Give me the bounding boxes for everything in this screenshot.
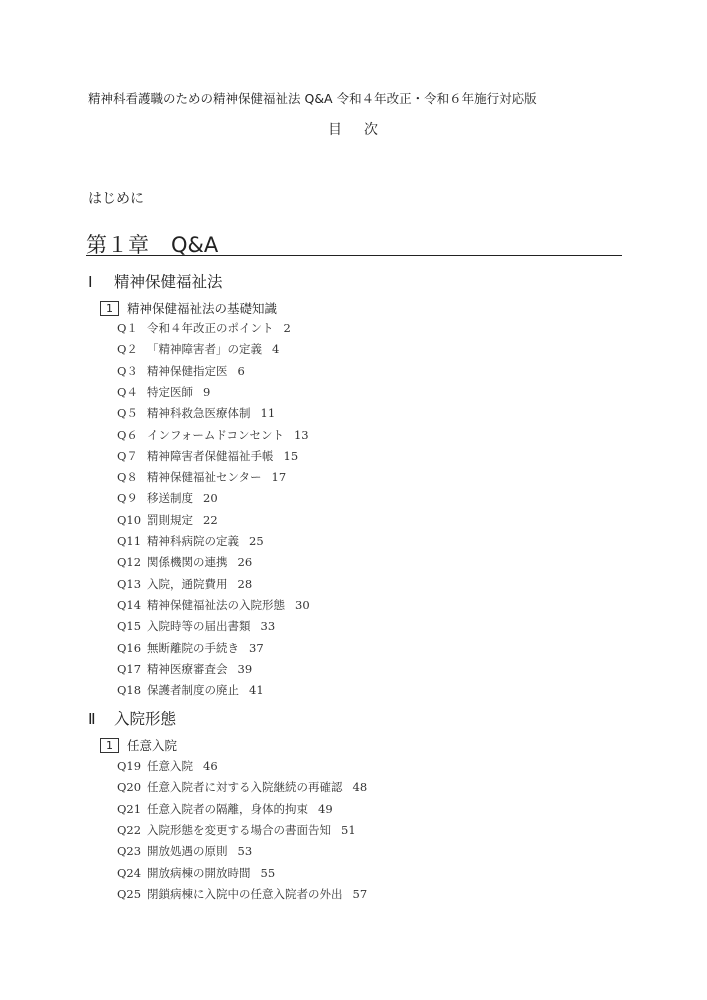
section-title: 精神保健福祉法 — [114, 273, 223, 291]
page-number: 22 — [203, 512, 218, 527]
entry-title: 開放処遇の原則 — [147, 844, 228, 859]
question-number: Q20 — [117, 780, 142, 795]
question-number: Q18 — [117, 683, 142, 698]
toc-entry[interactable] — [117, 597, 310, 613]
toc-entry[interactable] — [117, 801, 333, 817]
question-number: Q14 — [117, 597, 142, 612]
subsection-heading — [100, 299, 277, 317]
toc-entry[interactable] — [117, 363, 245, 379]
toc-entry[interactable] — [117, 341, 279, 357]
page-number: 26 — [237, 555, 253, 570]
entry-title: 精神医療審査会 — [147, 661, 228, 676]
toc-entry[interactable] — [117, 469, 286, 485]
entry-title: 特定医師 — [147, 384, 193, 399]
question-number: Q10 — [117, 512, 142, 527]
toc-entry[interactable] — [117, 384, 210, 400]
page-number: 28 — [237, 576, 253, 591]
page-number: 46 — [203, 759, 218, 773]
page-number: 13 — [293, 427, 309, 442]
entry-title: 関係機関の連携 — [147, 555, 228, 570]
question-number: Q16 — [117, 640, 142, 655]
page-number: 30 — [295, 597, 310, 612]
toc-entry[interactable] — [117, 682, 264, 698]
subsection-title: 任意入院 — [127, 738, 178, 753]
section-heading — [88, 707, 176, 729]
entry-title: 保護者制度の廃止 — [147, 683, 239, 698]
page-number: 9 — [203, 384, 211, 399]
toc-link-introduction[interactable]: はじめに — [88, 191, 144, 207]
question-number: Q12 — [117, 555, 142, 570]
entry-title: 移送制度 — [147, 491, 193, 506]
toc-entry[interactable] — [117, 661, 252, 677]
entry-title: 開放病棟の開放時間 — [147, 865, 251, 880]
question-number: Q15 — [117, 619, 142, 634]
question-number: Q25 — [117, 886, 142, 901]
entry-title: 入院時等の届出書類 — [147, 619, 251, 634]
toc-entry[interactable] — [117, 448, 298, 464]
entry-title: インフォームドコンセント — [147, 427, 284, 442]
entry-title: 精神科救急医療体制 — [147, 406, 251, 421]
page-number: 55 — [260, 865, 276, 880]
page-number: 11 — [260, 406, 276, 421]
toc-entry[interactable] — [117, 554, 252, 570]
toc-entry[interactable] — [117, 576, 252, 592]
subsection-heading — [100, 736, 177, 754]
section-number: Ⅰ — [88, 273, 93, 291]
question-number: Q６ — [117, 427, 138, 442]
toc-entry[interactable] — [117, 822, 356, 838]
page-number: 15 — [283, 448, 299, 463]
toc-entry[interactable] — [117, 640, 264, 656]
toc-entry[interactable] — [117, 533, 264, 549]
question-number: Q19 — [117, 759, 142, 773]
subsection-number-box: 1 — [100, 301, 119, 316]
entry-title: 入院形態を変更する場合の書面告知 — [147, 822, 331, 837]
entry-title: 精神科病院の定義 — [147, 534, 239, 548]
toc-entry[interactable] — [117, 886, 367, 902]
toc-entry[interactable] — [117, 779, 367, 795]
page-number: 37 — [249, 640, 264, 655]
entry-title: 精神保健福祉法の入院形態 — [147, 597, 285, 612]
question-number: Q13 — [117, 576, 142, 591]
book-title: 精神科看護職のための精神保健福祉法 Q&A 令和４年改正・令和６年施行対応版 — [88, 91, 537, 106]
page-number: 53 — [237, 844, 253, 859]
question-number: Q21 — [117, 801, 142, 816]
chapter-rule — [86, 255, 622, 256]
page-number: 39 — [237, 661, 253, 676]
page-number: 2 — [283, 321, 291, 335]
entry-title: 「精神障害者」の定義 — [147, 342, 262, 357]
toc-entry[interactable] — [117, 865, 275, 881]
page-number: 48 — [352, 780, 368, 795]
section-heading — [88, 270, 223, 292]
question-number: Q５ — [117, 406, 138, 421]
page-number: 41 — [249, 683, 264, 698]
question-number: Q４ — [117, 384, 138, 399]
question-number: Q８ — [117, 470, 138, 485]
toc-entry[interactable] — [117, 512, 218, 528]
question-number: Q23 — [117, 844, 142, 859]
section-number: Ⅱ — [88, 710, 96, 728]
chapter-title: Q&A — [171, 233, 219, 257]
page-number: 20 — [203, 491, 218, 506]
page-number: 25 — [249, 534, 264, 548]
chapter-number: 第１章 — [86, 233, 149, 257]
subsection-number-box: 1 — [100, 738, 119, 753]
question-number: Q22 — [117, 822, 142, 837]
entry-title: 閉鎖病棟に入院中の任意入院者の外出 — [147, 886, 343, 901]
entry-title: 任意入院者の隔離，身体的拘束 — [147, 801, 308, 816]
page-number: 57 — [352, 886, 368, 901]
question-number: Q11 — [117, 534, 142, 548]
toc-entry[interactable] — [117, 427, 309, 443]
question-number: Q２ — [117, 342, 138, 357]
question-number: Q３ — [117, 363, 138, 378]
entry-title: 無断離院の手続き — [147, 640, 239, 655]
entry-title: 精神保健福祉センター — [147, 470, 262, 485]
question-number: Q24 — [117, 865, 142, 880]
entry-title: 令和４年改正のポイント — [147, 321, 274, 335]
toc-entry[interactable] — [117, 618, 275, 634]
page-number: 49 — [318, 801, 333, 816]
entry-title: 任意入院者に対する入院継続の再確認 — [147, 780, 343, 795]
question-number: Q17 — [117, 661, 142, 676]
question-number: Q１ — [117, 321, 138, 335]
page-number: 33 — [260, 619, 276, 634]
toc-entry[interactable] — [117, 405, 275, 421]
section-title: 入院形態 — [114, 710, 177, 728]
question-number: Q９ — [117, 491, 138, 506]
question-number: Q７ — [117, 448, 138, 463]
entry-title: 任意入院 — [147, 759, 193, 773]
entry-title: 精神障害者保健福祉手帳 — [147, 448, 274, 463]
subsection-title: 精神保健福祉法の基礎知識 — [127, 301, 278, 316]
page-number: 6 — [237, 363, 245, 378]
toc-entry[interactable] — [117, 320, 291, 336]
toc-entry[interactable] — [117, 843, 252, 859]
page-number: 17 — [271, 470, 287, 485]
page-number: 4 — [272, 342, 280, 357]
entry-title: 罰則規定 — [147, 512, 193, 527]
page-number: 51 — [341, 822, 356, 837]
entry-title: 入院，通院費用 — [147, 576, 228, 591]
toc-entry[interactable] — [117, 490, 218, 506]
toc-heading: 目次 — [328, 122, 400, 138]
toc-entry[interactable] — [117, 758, 218, 774]
entry-title: 精神保健指定医 — [147, 363, 228, 378]
